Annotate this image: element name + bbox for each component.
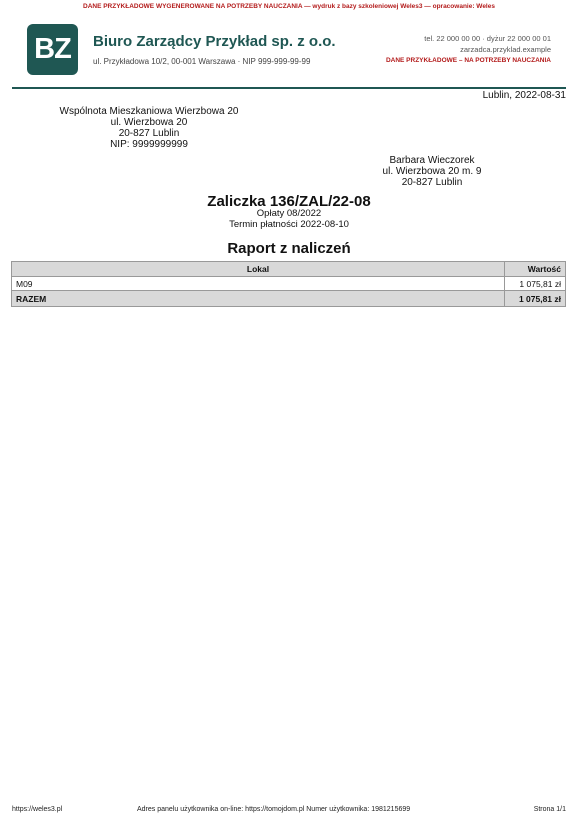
contact-web: zarzadca.przyklad.example: [460, 45, 551, 54]
total-label: RAZEM: [12, 291, 505, 307]
table-header-row: [12, 262, 566, 277]
total-value: 1 075,81 zł: [505, 291, 566, 307]
sender-name: Wspólnota Mieszkaniowa Wierzbowa 20: [59, 106, 239, 117]
footer-panel-info: Adres panelu użytkownika on-line: https://tomojdom.pl Numer użytkownika: 1981215699: [137, 806, 411, 813]
company-address: ul. Przykładowa 10/2, 00-001 Warszawa · NIP 999-999-99-99: [93, 57, 311, 66]
sender-street: ul. Wierzbowa 20: [110, 117, 188, 128]
report-title: Raport z naliczeń: [227, 240, 351, 257]
company-contact: [386, 33, 551, 66]
sender-nip: NIP: 9999999999: [110, 139, 188, 150]
column-header-value: Wartość: [505, 262, 566, 277]
recipient-block: [372, 155, 492, 188]
sample-data-banner: DANE PRZYKŁADOWE WYGENEROWANE NA POTRZEBY NAUCZANIA — wydruk z bazy szkoleniowej Weles3 — opracowanie: Weles: [83, 3, 495, 10]
sender-city: 20-827 Lublin: [118, 128, 180, 139]
footer-website-link[interactable]: https://weles3.pl: [12, 806, 63, 813]
page-number: Strona 1/1: [533, 806, 566, 813]
recipient-street: ul. Wierzbowa 20 m. 9: [382, 166, 482, 177]
contact-phone: tel. 22 000 00 00 · dyżur 22 000 00 01: [424, 34, 551, 43]
document-subtitle-block: [0, 209, 578, 230]
company-name: Biuro Zarządcy Przykład sp. z o.o.: [93, 33, 336, 50]
unit-cell: M09: [12, 277, 505, 291]
report-table: [11, 261, 566, 307]
table-row: [12, 277, 566, 291]
document-subtitle: Opłaty 08/2022: [256, 208, 322, 219]
header-divider: [12, 87, 566, 89]
contact-note: DANE PRZYKŁADOWE – NA POTRZEBY NAUCZANIA: [385, 57, 551, 64]
column-header-unit: Lokal: [12, 262, 505, 277]
recipient-city: 20-827 Lublin: [401, 177, 463, 188]
sender-block: [54, 106, 244, 150]
total-row: [12, 291, 566, 307]
recipient-name: Barbara Wieczorek: [389, 155, 475, 166]
value-cell: 1 075,81 zł: [505, 277, 566, 291]
due-date: Termin płatności 2022-08-10: [229, 218, 349, 230]
document-title: Zaliczka 136/ZAL/22-08: [207, 193, 371, 210]
company-logo: BZ: [27, 24, 78, 75]
place-date: Lublin, 2022-08-31: [482, 90, 566, 101]
